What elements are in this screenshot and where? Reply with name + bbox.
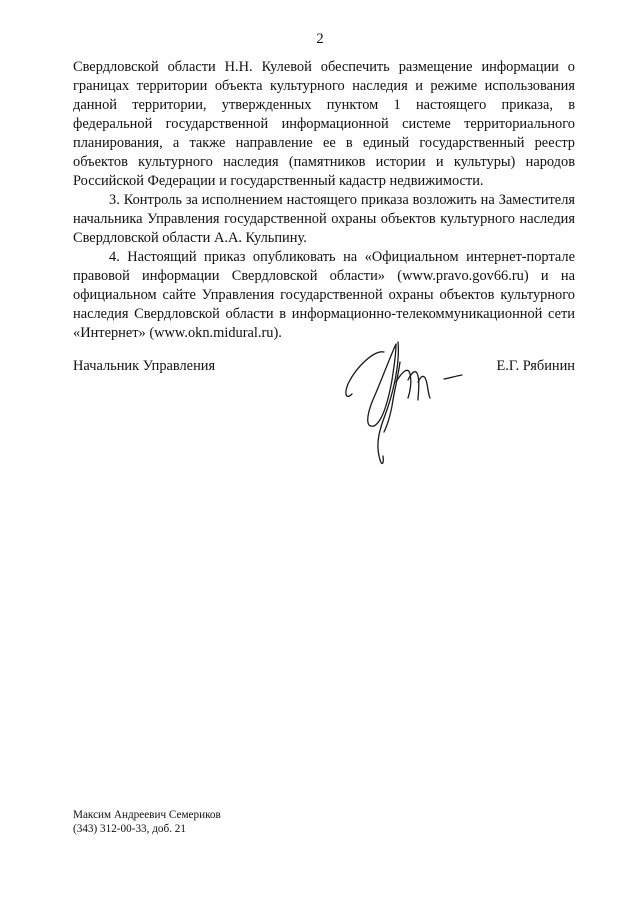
- executor-phone: (343) 312-00-33, доб. 21: [73, 823, 186, 835]
- signer-title: Начальник Управления: [73, 358, 216, 374]
- executor-name: Максим Андреевич Семериков: [73, 809, 221, 821]
- signer-name: Е.Г. Рябинин: [496, 358, 575, 374]
- paragraph-item-4: 4. Настоящий приказ опубликовать на «Официальном интернет-портале правовой информации Свердловской области» (www.pravo.gov66.ru) и на официальном сайте Управления государственной охраны объектов культурного наследия Свердловской области в информационно-телекоммуникационной сети «Интернет» (www.okn.midural.ru).: [73, 249, 575, 341]
- paragraph-continuation: Свердловской области Н.Н. Кулевой обеспечить размещение информации о границах территории объекта культурного наследия и режиме использования данной территории, утвержденных пунктом 1 настоящего приказа, в федеральной государственной информационной системе территориального планирования, а также направление ее в единый государственный реестр объектов культурного наследия (памятников истории и культуры) народов Российской Федерации и государственный кадастр недвижимости.: [73, 59, 575, 189]
- document-body: [73, 58, 575, 343]
- signature-block: [73, 357, 575, 377]
- paragraph-item-3: 3. Контроль за исполнением настоящего приказа возложить на Заместителя начальника Управления государственной охраны объектов культурного наследия Свердловской области А.А. Кульпину.: [73, 192, 575, 246]
- page-number: 2: [316, 31, 324, 47]
- handwritten-signature-icon: [338, 322, 468, 467]
- executor-info: [73, 808, 221, 836]
